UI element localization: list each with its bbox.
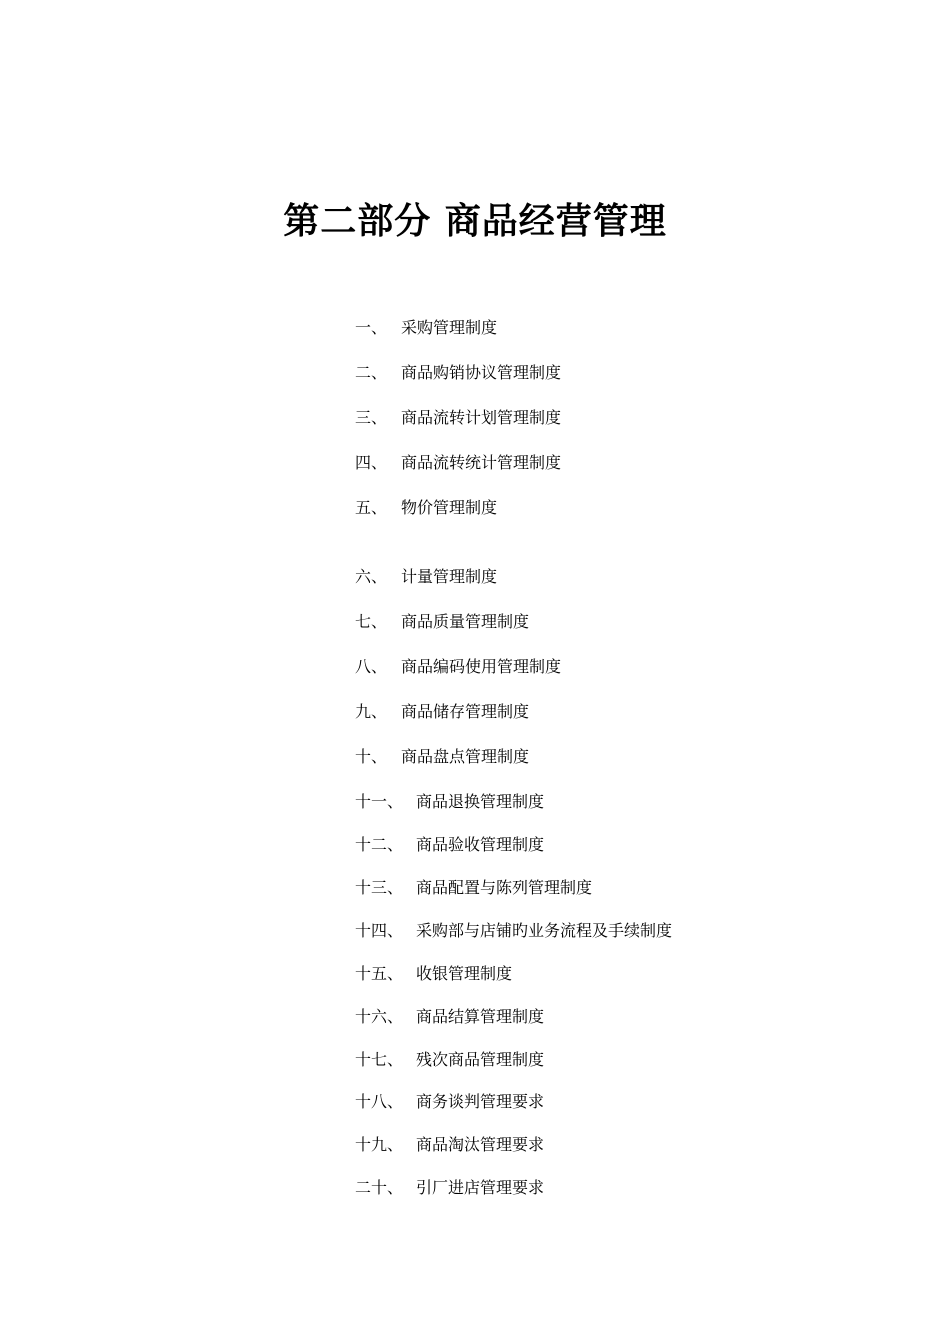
toc-item-number: 八、 (355, 657, 388, 676)
toc-item-label: 物价管理制度 (401, 498, 498, 517)
toc-item-number: 十四、 (355, 921, 404, 940)
toc-item-label: 商务谈判管理要求 (416, 1092, 545, 1111)
toc-item-number: 十八、 (355, 1092, 404, 1111)
toc-item-label: 商品淘汰管理要求 (416, 1135, 545, 1154)
toc-item-label: 计量管理制度 (401, 567, 498, 586)
toc-item (355, 655, 561, 679)
toc-item-label: 采购管理制度 (401, 318, 498, 337)
toc-item (355, 700, 529, 724)
toc-item (355, 790, 544, 814)
toc-item-label: 采购部与店铺旳业务流程及手续制度 (416, 921, 673, 940)
toc-item (355, 1005, 544, 1029)
toc-item-label: 商品结算管理制度 (416, 1007, 545, 1026)
toc-item (355, 962, 512, 986)
toc-item (355, 451, 561, 475)
toc-item-number: 七、 (355, 612, 388, 631)
toc-item-label: 收银管理制度 (416, 964, 513, 983)
toc-item (355, 876, 592, 900)
page-title: 第二部分 商品经营管理 (283, 201, 667, 243)
toc-item-number: 十三、 (355, 878, 404, 897)
toc-item-label: 商品购销协议管理制度 (401, 363, 562, 382)
toc-item-label: 商品配置与陈列管理制度 (416, 878, 593, 897)
toc-item-label: 商品编码使用管理制度 (401, 657, 562, 676)
toc-item-label: 商品验收管理制度 (416, 835, 545, 854)
toc-item (355, 1048, 544, 1072)
toc-item (355, 361, 561, 385)
toc-item-number: 十五、 (355, 964, 404, 983)
toc-item-number: 二、 (355, 363, 388, 382)
toc-item-label: 商品储存管理制度 (401, 702, 530, 721)
toc-item-number: 二十、 (355, 1178, 404, 1197)
toc-item-number: 十六、 (355, 1007, 404, 1026)
toc-item (355, 1090, 544, 1114)
toc-item-number: 五、 (355, 498, 388, 517)
toc-item-number: 一、 (355, 318, 388, 337)
toc-item-label: 引厂进店管理要求 (416, 1178, 545, 1197)
toc-item (355, 833, 544, 857)
toc-item (355, 565, 497, 589)
toc-item-number: 十九、 (355, 1135, 404, 1154)
toc-item (355, 1133, 544, 1157)
toc-item (355, 406, 561, 430)
toc-item-label: 商品流转计划管理制度 (401, 408, 562, 427)
toc-item (355, 745, 529, 769)
toc-item-number: 九、 (355, 702, 388, 721)
toc-item-number: 十七、 (355, 1050, 404, 1069)
toc-item-number: 十一、 (355, 792, 404, 811)
toc-item-label: 商品退换管理制度 (416, 792, 545, 811)
toc-item-label: 商品盘点管理制度 (401, 747, 530, 766)
toc-item-label: 商品质量管理制度 (401, 612, 530, 631)
toc-item (355, 919, 672, 943)
toc-item-number: 四、 (355, 453, 388, 472)
toc-item-number: 六、 (355, 567, 388, 586)
toc-item (355, 316, 497, 340)
toc-item (355, 1176, 544, 1200)
toc-item-number: 三、 (355, 408, 388, 427)
toc-item-label: 残次商品管理制度 (416, 1050, 545, 1069)
toc-item-number: 十二、 (355, 835, 404, 854)
toc-item-number: 十、 (355, 747, 388, 766)
toc-item-label: 商品流转统计管理制度 (401, 453, 562, 472)
toc-item (355, 496, 497, 520)
toc-item (355, 610, 529, 634)
